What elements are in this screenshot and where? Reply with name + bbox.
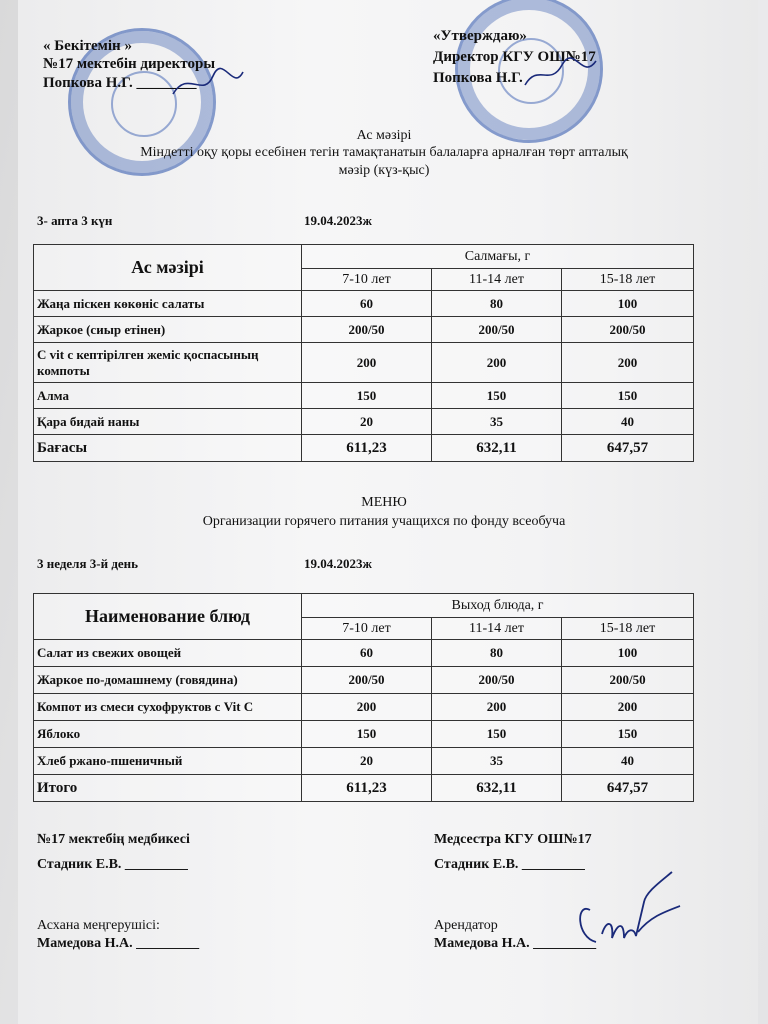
portion-value: 200 bbox=[302, 694, 432, 721]
table-row bbox=[34, 694, 694, 721]
director-signature-right bbox=[520, 55, 600, 95]
nurse-name-ru: Стадник Е.В. _________ bbox=[434, 857, 585, 872]
nurse-name-kz: Стадник Е.В. _________ bbox=[37, 857, 188, 872]
approval-director-ru: Директор КГУ ОШ№17 bbox=[433, 49, 596, 65]
dish-name: Жаркое (сиыр етінен) bbox=[34, 317, 302, 343]
dish-name: С vit с кептірілген жеміс қоспасының компоты bbox=[34, 343, 302, 383]
tenant-signature bbox=[568, 862, 688, 952]
dish-name: Салат из свежих овощей bbox=[34, 640, 302, 667]
total-value: 632,11 bbox=[432, 435, 562, 462]
kz-menu-subtitle-1: Міндетті оқу қоры есебінен тегін тамақтанатын балаларға арналған төрт апталық bbox=[140, 145, 628, 160]
kz-week-day: 3- апта 3 күн bbox=[37, 213, 113, 228]
tenant-name-ru: Мамедова Н.А. _________ bbox=[434, 936, 597, 951]
approval-name-ru: Попкова Н.Г. bbox=[433, 70, 523, 86]
ru-date: 19.04.2023ж bbox=[304, 556, 372, 571]
kz-date: 19.04.2023ж bbox=[304, 213, 372, 228]
total-value: 632,11 bbox=[432, 775, 562, 802]
canteen-head-title-kz: Асхана меңгерушісі: bbox=[37, 918, 160, 933]
kz-menu-title: Ас мәзірі bbox=[356, 128, 412, 143]
portion-value: 40 bbox=[562, 409, 694, 435]
kz-menu-table bbox=[33, 244, 694, 462]
ru-menu-table bbox=[33, 593, 694, 802]
ru-age-header: 7-10 лет bbox=[302, 618, 432, 640]
approval-name-kz: Попкова Н.Г. ________ bbox=[43, 75, 197, 91]
total-row bbox=[34, 775, 694, 802]
approval-title-ru: «Утверждаю» bbox=[433, 28, 527, 44]
portion-value: 80 bbox=[432, 291, 562, 317]
dish-name: Алма bbox=[34, 383, 302, 409]
table-row bbox=[34, 667, 694, 694]
portion-value: 200 bbox=[562, 343, 694, 383]
table-row bbox=[34, 409, 694, 435]
portion-value: 40 bbox=[562, 748, 694, 775]
total-label: Итого bbox=[34, 775, 302, 802]
table-row bbox=[34, 748, 694, 775]
portion-value: 20 bbox=[302, 748, 432, 775]
portion-value: 80 bbox=[432, 640, 562, 667]
portion-value: 200/50 bbox=[432, 317, 562, 343]
ru-age-header: 11-14 лет bbox=[432, 618, 562, 640]
total-value: 647,57 bbox=[562, 775, 694, 802]
ru-weight-header: Выход блюда, г bbox=[302, 594, 694, 618]
ru-age-header: 15-18 лет bbox=[562, 618, 694, 640]
portion-value: 200/50 bbox=[302, 317, 432, 343]
ru-week-day: 3 неделя 3-й день bbox=[37, 556, 139, 571]
portion-value: 150 bbox=[302, 383, 432, 409]
canteen-head-name-kz: Мамедова Н.А. _________ bbox=[37, 936, 200, 951]
table-row bbox=[34, 343, 694, 383]
table-row bbox=[34, 317, 694, 343]
total-value: 647,57 bbox=[562, 435, 694, 462]
table-row bbox=[34, 291, 694, 317]
portion-value: 200/50 bbox=[562, 667, 694, 694]
nurse-title-ru: Медсестра КГУ ОШ№17 bbox=[434, 832, 592, 847]
portion-value: 20 bbox=[302, 409, 432, 435]
dish-name: Жаңа піскен көкөніс салаты bbox=[34, 291, 302, 317]
dish-name: Хлеб ржано-пшеничный bbox=[34, 748, 302, 775]
total-value: 611,23 bbox=[302, 775, 432, 802]
portion-value: 200 bbox=[432, 343, 562, 383]
approval-director-kz: №17 мектебін директоры bbox=[43, 56, 216, 72]
portion-value: 150 bbox=[432, 721, 562, 748]
total-value: 611,23 bbox=[302, 435, 432, 462]
portion-value: 100 bbox=[562, 291, 694, 317]
portion-value: 150 bbox=[302, 721, 432, 748]
kz-weight-header: Салмағы, г bbox=[302, 245, 694, 269]
dish-name: Жаркое по-домашнему (говядина) bbox=[34, 667, 302, 694]
portion-value: 60 bbox=[302, 640, 432, 667]
portion-value: 200 bbox=[432, 694, 562, 721]
dish-name: Қара бидай наны bbox=[34, 409, 302, 435]
portion-value: 200/50 bbox=[562, 317, 694, 343]
kz-age-header: 7-10 лет bbox=[302, 269, 432, 291]
ru-menu-subtitle: Организации горячего питания учащихся по фонду всеобуча bbox=[202, 514, 566, 529]
table-row bbox=[34, 383, 694, 409]
tenant-title-ru: Арендатор bbox=[434, 918, 498, 933]
ru-menu-title: МЕНЮ bbox=[361, 495, 407, 510]
ru-col-dish-header: Наименование блюд bbox=[34, 594, 302, 640]
portion-value: 200/50 bbox=[432, 667, 562, 694]
portion-value: 100 bbox=[562, 640, 694, 667]
approval-title-kz: « Бекітемін » bbox=[43, 38, 132, 54]
portion-value: 150 bbox=[562, 721, 694, 748]
total-label: Бағасы bbox=[34, 435, 302, 462]
kz-age-header: 15-18 лет bbox=[562, 269, 694, 291]
kz-age-header: 11-14 лет bbox=[432, 269, 562, 291]
portion-value: 200 bbox=[562, 694, 694, 721]
portion-value: 35 bbox=[432, 409, 562, 435]
portion-value: 150 bbox=[432, 383, 562, 409]
nurse-title-kz: №17 мектебің медбикесі bbox=[37, 832, 190, 847]
table-row bbox=[34, 640, 694, 667]
dish-name: Яблоко bbox=[34, 721, 302, 748]
portion-value: 200 bbox=[302, 343, 432, 383]
kz-col-dish-header: Ас мәзірі bbox=[34, 245, 302, 291]
portion-value: 200/50 bbox=[302, 667, 432, 694]
total-row bbox=[34, 435, 694, 462]
table-row bbox=[34, 721, 694, 748]
portion-value: 60 bbox=[302, 291, 432, 317]
kz-menu-subtitle-2: мәзір (күз-қыс) bbox=[338, 163, 430, 178]
director-signature-left bbox=[168, 64, 248, 104]
portion-value: 35 bbox=[432, 748, 562, 775]
portion-value: 150 bbox=[562, 383, 694, 409]
dish-name: Компот из смеси сухофруктов с Vit C bbox=[34, 694, 302, 721]
